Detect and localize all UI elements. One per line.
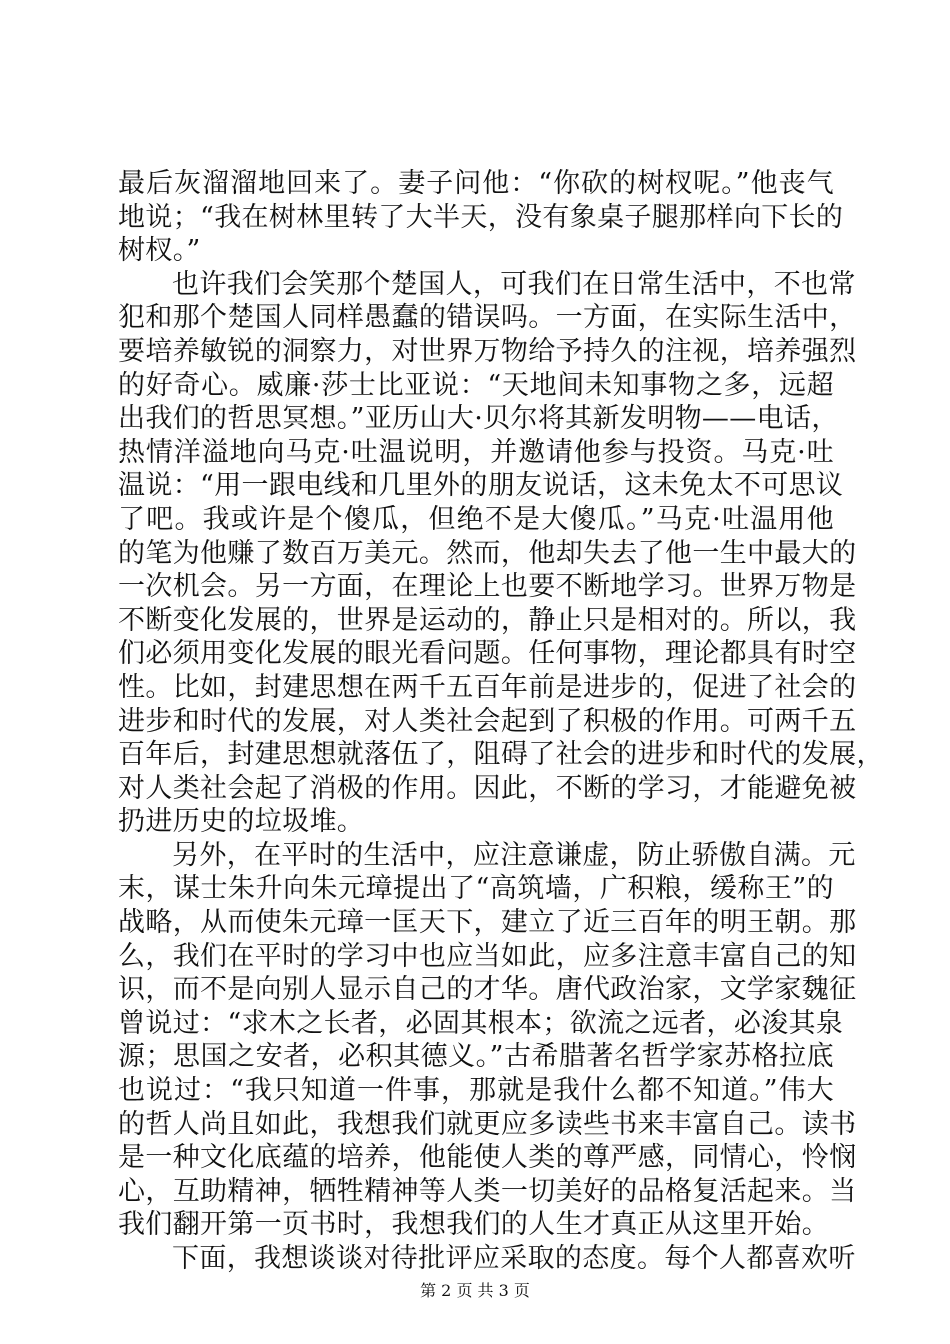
text-line: 犯和那个楚国人同样愚蠢的错误吗。一方面，在实际生活中， (118, 302, 857, 334)
text-line: 是一种文化底蕴的培养，他能使人类的尊严感，同情心，怜悯 (118, 1142, 857, 1174)
text-line: 末，谋士朱升向朱元璋提出了“高筑墙，广积粮，缓称王”的 (118, 873, 834, 905)
text-line: 百年后，封建思想就落伍了，阻碍了社会的进步和时代的发展， (118, 739, 884, 771)
text-line: 对人类社会起了消极的作用。因此，不断的学习，才能避免被 (118, 772, 857, 804)
text-line: 热情洋溢地向马克·吐温说明，并邀请他参与投资。马克·吐 (118, 436, 834, 468)
text-line: 的好奇心。威廉·莎士比亚说：“天地间未知事物之多，远超 (118, 369, 834, 401)
text-line: 我们翻开第一页书时，我想我们的人生才真正从这里开始。 (118, 1209, 830, 1241)
text-line: 进步和时代的发展，对人类社会起到了积极的作用。可两千五 (118, 705, 857, 737)
text-line: 曾说过：“求木之长者，必固其根本；欲流之远者，必浚其泉 (118, 1007, 844, 1039)
text-line: 也许我们会笑那个楚国人，可我们在日常生活中，不也常 (172, 268, 856, 300)
text-line: 不断变化发展的，世界是运动的，静止只是相对的。所以，我 (118, 604, 857, 636)
text-line: 了吧。我或许是个傻瓜，但绝不是大傻瓜。”马克·吐温用他 (118, 503, 834, 535)
text-line: 也说过：“我只知道一件事，那就是我什么都不知道。”伟大 (118, 1075, 834, 1107)
text-line: 地说；“我在树林里转了大半天，没有象桌子腿那样向下长的 (118, 201, 844, 233)
text-line: 的哲人尚且如此，我想我们就更应多读些书来丰富自己。读书 (118, 1108, 857, 1140)
text-line: 性。比如，封建思想在两千五百年前是进步的，促进了社会的 (118, 671, 857, 703)
text-line: 出我们的哲思冥想。”亚历山大·贝尔将其新发明物——电话， (118, 403, 839, 435)
text-line: 们必须用变化发展的眼光看问题。任何事物，理论都具有时空 (118, 638, 857, 670)
text-line: 要培养敏锐的洞察力，对世界万物给予持久的注视，培养强烈 (118, 335, 857, 367)
text-line: 源；思国之安者，必积其德义。”古希腊著名哲学家苏格拉底 (118, 1041, 834, 1073)
text-line: 另外，在平时的生活中，应注意谦虚，防止骄傲自满。元 (172, 839, 856, 871)
document-body (118, 167, 884, 1276)
text-line: 下面，我想谈谈对待批评应采取的态度。每个人都喜欢听 (172, 1243, 856, 1274)
text-line: 战略，从而使朱元璋一匡天下，建立了近三百年的明王朝。那 (118, 907, 857, 939)
text-line: 树杈。” (118, 235, 201, 267)
text-line: 心，互助精神，牺牲精神等人类一切美好的品格复活起来。当 (118, 1175, 857, 1207)
text-line: 的笔为他赚了数百万美元。然而，他却失去了他一生中最大的 (118, 537, 857, 569)
text-line: 扔进历史的垃圾堆。 (118, 806, 365, 838)
text-line: 么，我们在平时的学习中也应当如此，应多注意丰富自己的知 (118, 940, 857, 972)
text-line: 识，而不是向别人显示自己的才华。唐代政治家，文学家魏征 (118, 974, 857, 1006)
text-line: 一次机会。另一方面，在理论上也要不断地学习。世界万物是 (118, 571, 857, 603)
text-line: 温说：“用一跟电线和几里外的朋友说话，这未免太不可思议 (118, 470, 844, 502)
page-footer: 第 2 页 共 3 页 (420, 1281, 530, 1300)
text-line: 最后灰溜溜地回来了。妻子问他：“你砍的树杈呢。”他丧气 (118, 168, 834, 199)
